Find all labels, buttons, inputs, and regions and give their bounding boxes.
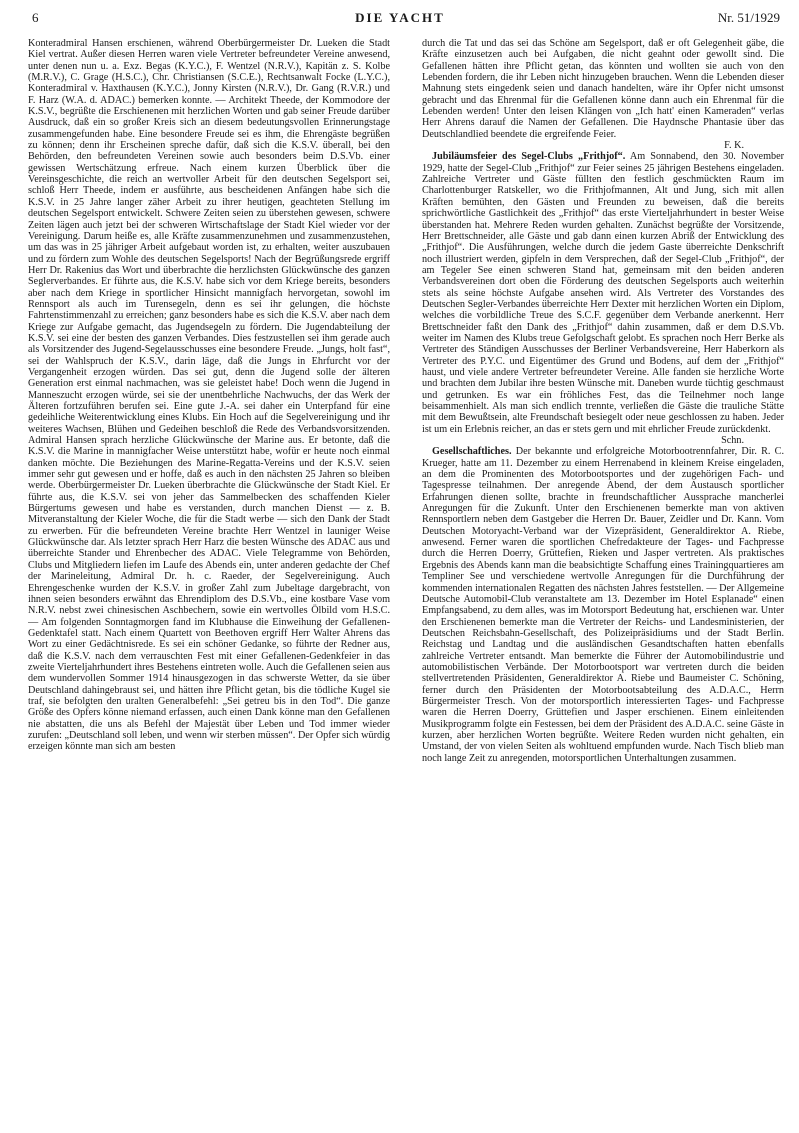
issue-number: Nr. 51/1929: [717, 10, 780, 25]
right-column: [422, 38, 784, 1118]
intro-paragraph: durch die Tat und das sei das Schöne am Segelsport, daß er oft Gelegenheit gäbe, die Kräfte einzusetzen auch bei Aufgaben, die nicht geahnt oder gewollt sind. Die Gefallenen hätten ihre Pflicht getan, das könnten und wollten sie auch von den Lebenden fordern, die ihr Leben nicht hinzugeben brauchen. Wenn die Lebenden dieser Mahnung stets eingedenk seien und danach handelten, wäre ihr Opfer nicht umsonst gebracht und das Ehrenmal für die Gefallenen könne dann auch ein Ehrenmal für die Lebenden werden! Unter den leisen Klängen von „Ich hatt' einen Kameraden“ verlas Herr Ahrens darauf die Namen der Gefallenen. Die Haydnsche Phantasie über das Deutschlandlied beendete die ergreifende Feier.: [422, 38, 784, 140]
section-gesellschaftliches: [422, 446, 784, 764]
left-column: [28, 38, 390, 1118]
section-gesellschaftliches-heading: Gesellschaftliches.: [432, 446, 512, 458]
intro-signature: F. K.: [724, 140, 744, 152]
page-header: [20, 10, 780, 30]
page-number: 6: [32, 10, 39, 25]
section-frithjof-text: Am Sonnabend, den 30. November 1929, hatte der Segel-Club „Frithjof“ zur Feier seines 25 jährigen Bestehens eingeladen. Zahlreiche Vertreter und Gäste füllten den festlich geschmückten Raum im Charlottenburger Ratskeller, wo die Frithjofmannen, Alt und Jung, sich mit allen Kräften bemühten, den Gästen und Freunden zu beweisen, daß die bereits sprichwörtliche Gastlichkeit des „Frithjof“ das erste Vierteljahrhundert in bester Weise überstanden hat. Mehrere Reden wurden gehalten. Zunächst begrüßte der Vorsitzende, Herr Brettschneider, alle Gäste und gab dann einen kurzen Abriß der Entwicklung des „Frithjof“. Die Ausführungen, welche durch die jedem Gaste überreichte Denkschrift noch illustriert werden, gipfeln in dem Versprechen, daß der Segel-Club „Frithjof“, der am Tegeler See einen schweren Stand hat, gemeinsam mit den beiden anderen Verbandsvereinen dort oben die Förderung des deutschen Segelsports auch weiterhin stets als seine höchste Aufgabe ansehen wird. Als Vertreter des Vorstandes des Deutschen Segler-Verbandes überreichte Herr Dexter mit herzlichen Worten ein Diplom, welches die vorbildliche Treue des S.C.F. gegenüber dem Verbande anerkennt. Herr Brettschneider faßt den Dank des „Frithjof“ dahin zusammen, daß er dem D.S.Vb. weiter im Namen des Klubs treue Gefolgschaft gelobt. Es sprachen noch Herr Berke als Vertreter des Ständigen Ausschusses der Berliner Verbandsvereine, Herr Haberkorn als Vertreter des P.Y.C. und Eigentümer des Grund und Bodens, auf dem der „Frithjof“ haust, und viele andere Vertreter befreundeter Vereine. Alle fanden sie herzliche Worte und brachten dem Jubilar ihre besten Wünsche mit. Daneben wurde tüchtig geschmaust und getrunken. Es war ein fröhliches Fest, das die Teilnehmer noch lange beisammenhielt. Als man sich endlich trennte, verließen die Gäste die trauliche Stätte mit dem Bewußtsein, alte Freundschaft besiegelt oder neue geschlossen zu haben. Jeder ist um ein Erlebnis reicher, an das er stets gern und mit ehrlicher Freude zurückdenkt.: [422, 151, 784, 435]
section-gesellschaftliches-text: Der bekannte und erfolgreiche Motorbootrennfahrer, Dir. R. C. Krueger, hatte am 11. Dezember zu einem Herrenabend in kleinem Kreise eingeladen, an dem die Prominenten des Motorbootsportes und der zugehörigen Fach- und Tagespresse teilnahmen. Der anregende Abend, der dem Austausch sportlicher Erfahrungen dienen sollte, brachte in freundschaftlicher Aussprache mancherlei Anregungen für die Zukunft. Unter den Erschienenen bemerkte man von aktiven Rennsportlern neben dem Gastgeber die Herren Dr. Bauer, Zeidler und Dr. Kann. Vom Deutschen Motoryacht-Verband war der Vizepräsident, Generaldirektor A. Riebe, anwesend. Ferner waren die sportlichen Chefredakteure der Tages- und Fachpresse durch die Herren Doerry, Grüttefien, Rieken und Jasper vertreten. Als praktisches Ergebnis des Abends kann man die beabsichtigte Schaffung eines Trainingquartieres am Templiner See und verschiedene wertvolle Anregungen für die Durchführung der kommenden internationalen Regatten des nächsten Jahres feststellen. — Der Allgemeine Deutsche Automobil-Club veranstaltete am 13. Dezember im Hotel Esplanade“ einen Empfangsabend, zu dem alles, was im Motorsport Bedeutung hat, erschienen war. Unter den Erschienenen bemerkte man die Vertreter der Reichs- und Landesministerien, der Deutschen Reichsbahn-Gesellschaft, des Polizeipräsidiums und der Stadt Berlin. Reichstag und Landtag und die ausländischen Gesandtschaften hatten ebenfalls zahlreiche Vertreter entsandt. Man bemerkte die Führer der Automobilindustrie und automobilistischen Verbände. Der Motorbootsport war vertreten durch die beiden stellvertretenden Präsidenten, Generaldirektor A. Riebe und Baumeister C. Schöning, ferner durch den Präsidenten der Motorbootsabteilung des A.D.A.C., Herrn Bürgermeister Tresch. Von der motorsportlich interessierten Tages- und Fachpresse waren die Herren Doerry, Grüttefien und Jasper erschienen. Einem einleitenden Musikprogramm folgte ein Festessen, bei dem der Präsident des A.D.A.C. seine Gäste in kurzen, aber herzlichen Worten begrüßte. Weitere Reden wurden nicht gehalten, ein Umstand, der von vielen Seiten als wohltuend empfunden wurde. Nach Tisch blieb man noch lange Zeit zu anregenden, motorsportlichen Unterhaltungen zusammen.: [422, 446, 784, 764]
publication-title: DIE YACHT: [355, 10, 445, 25]
section-frithjof: [422, 151, 784, 435]
left-column-text: Konteradmiral Hansen erschienen, während Oberbürgermeister Dr. Lueken die Stadt Kiel vertrat. Außer diesen Herren waren viele Vertreter befreundeter Vereine anwesend, unter denen nun u. a. Exz. Begas (K.Y.C.), F. Wentzel (N.R.V.), Kapitän z. S. Kolbe (M.R.V.), C. Grage (H.S.C.), Chr. Christiansen (S.C.E.), Rechtsanwalt Focke (L.Y.C.), Konteradmiral v. Haxthausen (K.Y.C.), Jonny Kirsten (N.R.V.), Dr. Gang (R.V.R.) und F. Harz (W.A. d. ADAC.) bemerken konnte. — Architekt Theede, der Kommodore der K.S.V., begrüßte die Erschienenen mit herzlichen Worten und gab seiner Freude darüber Ausdruck, daß ein so großer Kreis sich an diesem bedeutungsvollen Erinnerungstage zusammengefunden habe. Eine besondere Freude sei es ihm, die Ehrengäste begrüßen zu können; denn ihr Erscheinen spreche dafür, daß sich die K.S.V. überall, bei den Behörden, den befreundeten Vereinen sowie auch besonders beim D.S.Vb. einer gewissen Wertschätzung erfreue. Nach einem kurzen Überblick über die Vereinsgeschichte, die reich an wertvoller Arbeit für den deutschen Segelsport sei, schloß Herr Theede, indem er ausführte, aus bescheidenen Anfängen habe sich die K.S.V. in 25 Jahre langer zäher Arbeit zu ihrer heutigen, geachteten Stellung im deutschen Segelsport entwickelt. Schwere Zeiten seien zu überstehen gewesen, schwere Zeiten lägen auch jetzt bei der schweren Wirtschaftslage der Stadt Kiel wieder vor der Vereinigung. Darum heiße es, alle Kräfte zusammenzunehmen und zusammenzustehen, um das was in 25 jähriger Arbeit aufgebaut worden ist, zu erhalten, weiter auszubauen und zu fördern zum Wohle des deutschen Segelsports! Nach der Begrüßungsrede ergriff Herr Dr. Rakenius das Wort und überbrachte die herzlichsten Glückwünsche des ganzen Seglerverbandes. Er führte aus, die K.S.V. habe sich vor dem Kriege bereits, besonders aber nach dem Kriege in sportlicher Hinsicht mannigfach hervorgetan, sowohl im Rennsport als auch im Turensegeln, denn es sei ihr gelungen, die höchste Fahrtenstimmenzahl zu erreichen; ganz besonders habe es sich die K.S.V. aber nach dem Kriege zur Aufgabe gemacht, das Jugendsegeln zu fördern. Die Jugendabteilung der K.S.V. sei eine der besten des ganzen Verbandes. Dies festzustellen sei ihm gerade auch als Vorsitzender des Jugend-Segelausschusses eine besondere Freude. „Jungs, holt fast“, sei der Wahlspruch der K.S.V., darin läge, daß die Jungs in Ehrfurcht vor der Vergangenheit erzogen würden. Das sei gut, denn die Jugend solle der älteren Generation erst einmal nachmachen, was sie geleistet habe! Doch wenn die Jugend in Manneszucht erzogen würde, sei sie der unentbehrliche Nachwuchs, der das Werk der Älteren fortzuführen berufen sei. Eine gute J.-A. sei daher ein Unterpfand für eine gedeihliche Weiterentwicklung eines Klubs. Ein Hoch auf die Segelvereinigung und ihr weiteres Wachsen, Blühen und Gedeihen beschloß die Rede des Verbandsvorsitzenden. Admiral Hansen sprach herzliche Glückwünsche der Marine aus. Er betonte, daß die K.S.V. die Marine in mannigfacher Weise unterstützt habe, wofür er heute noch einmal danken möchte. Die Beziehungen des Marine-Regatta-Vereins und der K.S.V. seien immer sehr gut gewesen und er hoffe, daß es auch in den nächsten 25 Jahren so bleiben werde. Oberbürgermeister Dr. Lueken überbrachte die Glückwünsche der Stadt Kiel. Er führte aus, die K.S.V. sei von jeher das Sammelbecken des schaffenden Kieler Bürgertums gewesen und habe es verstanden, durch manchen Dienst — z. B. Mitveranstaltung der Kieler Woche, die für die Stadt werbe — sich den Dank der Stadt zu erwerben. Für die befreundeten Vereine brachte Herr Wentzel in launiger Weise Glückwünsche dar. Als letzter sprach Herr Harz die besten Wünsche des ADAC aus und überreichte Stander und Ehrenbecher des ADAC. Viele Telegramme von Behörden, Clubs und Mitgliedern liefen im Laufe des Abends ein, unter anderen gedachte der Chef der Marineleitung, Admiral Dr. h. c. Raeder, der Segelvereinigung. Auch Ehrengeschenke wurden der K.S.V. in großer Zahl zum Jubeltage dargebracht, von ihnen seien besonders erwähnt das Ehrendiplom des D.S.Vb., eine kostbare Vase vom N.R.V. nebst zwei chinesischen Aschbechern, sowie ein wertvolles Ölbild vom H.S.C. — Am folgenden Sonntagmorgen fand im Klubhause die Einweihung der Gefallenen-Gedenktafel statt. Nach einem Quartett von Beethoven ergriff Herr Walter Ahrens das Wort zu einer Gedächtnisrede. Es sei ein schöner Gedanke, so führte der Redner aus, daß die K.S.V. nach dem verrauschten Fest mit einer Gefallenen-Gedenkfeier in das zweite Vierteljahrhundert ihres Bestehens eintreten wolle. Auch die Gefallenen seien aus dem wundervollen Sommer 1914 hinausgezogen in das schwerste Wetter, da sie über Deutschland dahingebraust sei, und hätten ihre Pflicht getan, bis die tödliche Kugel sie traf, sie befolgten den uralten Generalbefehl: „Sei getreu bis in den Tod“. Die ganze Größe des Opfers könne niemand erfassen, auch einen Dank könne man den Gefallenen nie abstatten, die uns als Befehl der Majestät über Leben und Tod immer wieder zurufen: „Deutschland soll leben, und wenn wir sterben müssen“. Der Opfer sich würdig erzeigen könnte man sich am besten: [28, 38, 390, 753]
section-frithjof-heading: Jubiläumsfeier des Segel-Clubs „Frithjof“.: [432, 151, 626, 163]
section-frithjof-signature: Schn.: [721, 435, 744, 447]
